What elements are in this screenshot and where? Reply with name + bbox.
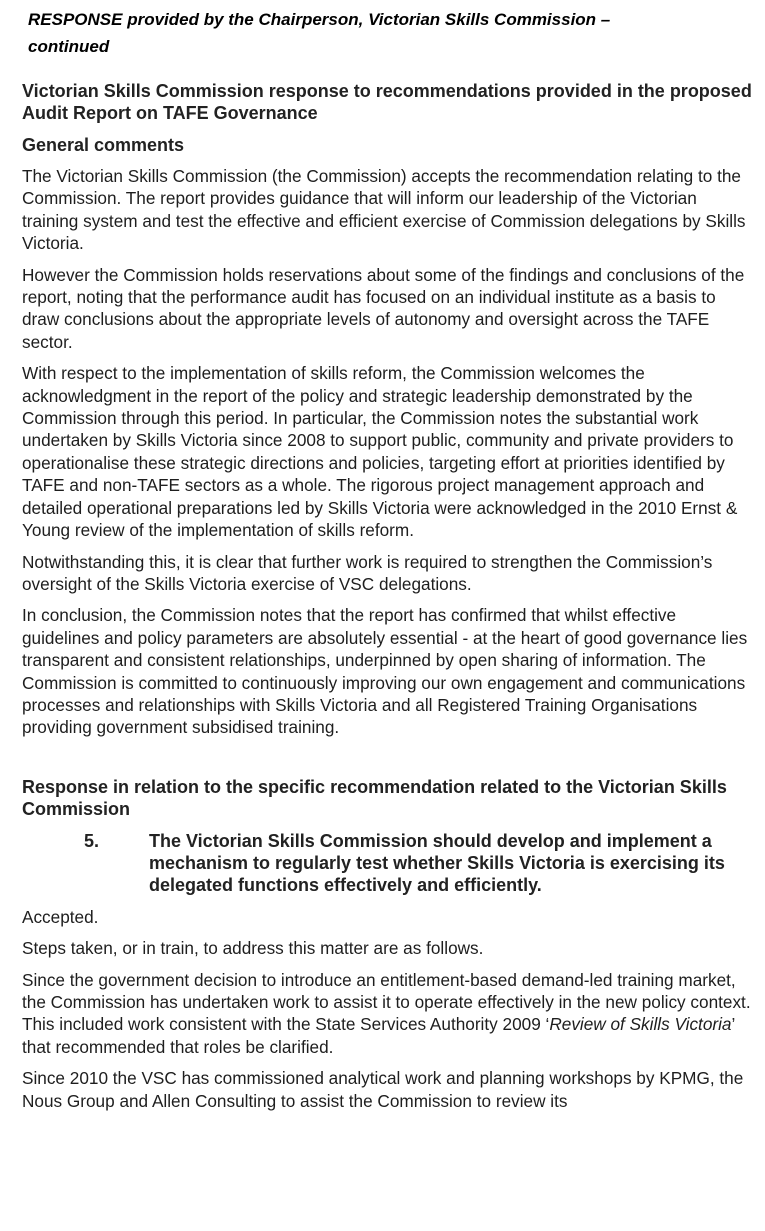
response-paragraph-1-end: ’ that recommended that roles be clarified. bbox=[22, 1014, 735, 1057]
recommendation-number: 5. bbox=[84, 830, 100, 851]
recommendation-item bbox=[22, 830, 752, 896]
response-accepted: Accepted. bbox=[22, 906, 99, 927]
general-paragraph-5: In conclusion, the Commission notes that the report has confirmed that whilst effective guidelines and policy parameters are absolutely essential - at the heart of good governance lies transparent and consistent relationships, underpinned by open sharing of information. The Commission is committed to continuously improving our own engagement and communications processes and relationships with Skills Victoria and all Registered Training Organisations providing government subsidised training. bbox=[22, 605, 748, 738]
general-paragraph-1: The Victorian Skills Commission (the Commission) accepts the recommendation relating to the Commission. The report provides guidance that will inform our leadership of the Victorian training system and test the effective and efficient exercise of Commission delegations by Skills Victoria. bbox=[22, 166, 746, 254]
specific-recommendation-heading: Response in relation to the specific recommendation related to the Victorian Skills Commission bbox=[22, 776, 727, 819]
response-header bbox=[28, 6, 748, 60]
general-comments-heading: General comments bbox=[22, 135, 185, 155]
recommendation-text: The Victorian Skills Commission should develop and implement a mechanism to regularly test whether Skills Victoria is exercising its delegated functions effectively and efficiently. bbox=[149, 830, 725, 895]
general-paragraph-3: With respect to the implementation of skills reform, the Commission welcomes the acknowledgment in the report of the policy and strategic leadership demonstrated by the Commission through this period. In particular, the Commission notes the substantial work undertaken by Skills Victoria since 2008 to support public, community and private providers to operationalise these strategic directions and policies, targeting effort at priorities identified by TAFE and non-TAFE sectors as a whole. The rigorous project management approach and detailed operational preparations led by Skills Victoria were acknowledged in the 2010 Ernst & Young review of the implementation of skills reform. bbox=[22, 363, 738, 541]
response-header-line-1: RESPONSE provided by the Chairperson, Victorian Skills Commission – bbox=[28, 10, 611, 29]
response-paragraph-2: Since 2010 the VSC has commissioned analytical work and planning workshops by KPMG, the Nous Group and Allen Consulting to assist the Commission to review its bbox=[22, 1068, 744, 1111]
document-body bbox=[22, 80, 752, 1121]
response-steps: Steps taken, or in train, to address this matter are as follows. bbox=[22, 938, 484, 959]
document-title: Victorian Skills Commission response to recommendations provided in the proposed Audit Report on TAFE Governance bbox=[22, 81, 752, 123]
response-paragraph-1-start: Since the government decision to introduce an entitlement-based demand-led training market, the Commission has undertaken work to assist it to operate effectively in the new policy context. This included work consistent with the State Services Authority 2009 ‘ bbox=[22, 969, 751, 1035]
general-paragraph-4: Notwithstanding this, it is clear that further work is required to strengthen the Commission’s oversight of the Skills Victoria exercise of VSC delegations. bbox=[22, 551, 713, 594]
response-paragraph-1 bbox=[22, 969, 752, 1059]
response-header-line-2: continued bbox=[28, 37, 110, 56]
general-paragraph-2: However the Commission holds reservations about some of the findings and conclusions of the report, noting that the performance audit has focused on an individual institute as a basis to draw conclusions about the appropriate levels of autonomy and oversight across the TAFE sector. bbox=[22, 264, 745, 352]
section-spacer bbox=[22, 748, 752, 776]
review-title-italic: Review of Skills Victoria bbox=[549, 1014, 732, 1035]
